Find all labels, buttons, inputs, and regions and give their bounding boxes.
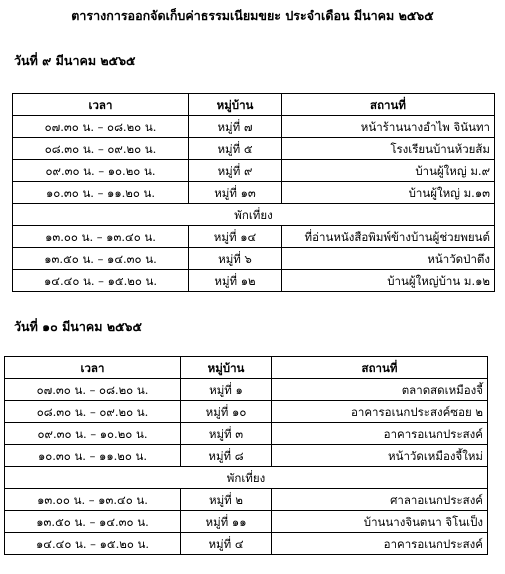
time-cell: ๑๐.๓๐ น. – ๑๑.๒๐ น.	[13, 182, 189, 204]
village-cell: หมู่ที่ ๗	[189, 116, 282, 138]
place-cell: โรงเรียนบ้านห้วยส้ม	[282, 138, 495, 160]
time-cell: ๑๓.๕๐ น. – ๑๔.๓๐ น.	[13, 248, 189, 270]
table-header-row	[5, 357, 488, 379]
village-cell: หมู่ที่ ๑๑	[181, 511, 272, 533]
column-header-place: สถานที่	[282, 94, 495, 116]
column-header-time: เวลา	[13, 94, 189, 116]
table-row	[13, 116, 495, 138]
place-cell: ศาลาอเนกประสงค์	[272, 489, 488, 511]
place-cell: ตลาดสดเหมืองจี้	[272, 379, 488, 401]
table-row	[5, 511, 488, 533]
village-cell: หมู่ที่ ๘	[181, 445, 272, 467]
time-cell: ๐๘.๓๐ น. – ๐๙.๒๐ น.	[5, 401, 181, 423]
table-row	[5, 445, 488, 467]
place-cell: บ้านผู้ใหญ่ ม.๑๓	[282, 182, 495, 204]
place-cell: ที่อ่านหนังสือพิมพ์ข้างบ้านผู้ช่วยพยนต์	[282, 226, 495, 248]
place-cell: บ้านผู้ใหญ่บ้าน ม.๑๒	[282, 270, 495, 292]
time-cell: ๐๗.๓๐ น. – ๐๘.๒๐ น.	[5, 379, 181, 401]
place-cell: อาคารอเนกประสงค์ซอย ๒	[272, 401, 488, 423]
place-cell: อาคารอเนกประสงค์	[272, 423, 488, 445]
village-cell: หมู่ที่ ๑๓	[189, 182, 282, 204]
village-cell: หมู่ที่ ๑๐	[181, 401, 272, 423]
time-cell: ๑๓.๐๐ น. – ๑๓.๔๐ น.	[13, 226, 189, 248]
column-header-place: สถานที่	[272, 357, 488, 379]
lunch-break-label: พักเที่ยง	[13, 204, 495, 226]
village-cell: หมู่ที่ ๒	[181, 489, 272, 511]
lunch-break-label: พักเที่ยง	[5, 467, 488, 489]
time-cell: ๑๓.๕๐ น. – ๑๔.๓๐ น.	[5, 511, 181, 533]
time-cell: ๑๐.๓๐ น. – ๑๑.๒๐ น.	[5, 445, 181, 467]
place-cell: หน้าวัดป่าตึง	[282, 248, 495, 270]
lunch-break-row	[13, 204, 495, 226]
village-cell: หมู่ที่ ๕	[189, 138, 282, 160]
table-row	[5, 423, 488, 445]
village-cell: หมู่ที่ ๖	[189, 248, 282, 270]
table-row	[5, 533, 488, 555]
place-cell: อาคารอเนกประสงค์	[272, 533, 488, 555]
lunch-break-row	[5, 467, 488, 489]
table-row	[5, 379, 488, 401]
table-row	[13, 248, 495, 270]
day-heading: วันที่ ๑๐ มีนาคม ๒๕๖๕	[14, 319, 142, 334]
table-row	[5, 401, 488, 423]
column-header-village: หมู่บ้าน	[189, 94, 282, 116]
village-cell: หมู่ที่ ๙	[189, 160, 282, 182]
table-row	[13, 138, 495, 160]
time-cell: ๑๔.๔๐ น. – ๑๕.๒๐ น.	[5, 533, 181, 555]
time-cell: ๑๓.๐๐ น. – ๑๓.๔๐ น.	[5, 489, 181, 511]
table-row	[13, 270, 495, 292]
schedule-table-day-9	[12, 93, 495, 292]
time-cell: ๐๗.๓๐ น. – ๐๘.๒๐ น.	[13, 116, 189, 138]
place-cell: บ้านนางจินตนา จิโนเป็ง	[272, 511, 488, 533]
schedule-table-day-10	[4, 356, 488, 555]
column-header-village: หมู่บ้าน	[181, 357, 272, 379]
table-row	[5, 489, 488, 511]
page-title: ตารางการออกจัดเก็บค่าธรรมเนียมขยะ ประจำเดือน มีนาคม ๒๕๖๕	[71, 8, 434, 23]
column-header-time: เวลา	[5, 357, 181, 379]
village-cell: หมู่ที่ ๑๒	[189, 270, 282, 292]
table-header-row	[13, 94, 495, 116]
village-cell: หมู่ที่ ๔	[181, 533, 272, 555]
village-cell: หมู่ที่ ๑	[181, 379, 272, 401]
village-cell: หมู่ที่ ๓	[181, 423, 272, 445]
village-cell: หมู่ที่ ๑๔	[189, 226, 282, 248]
table-row	[13, 160, 495, 182]
day-heading: วันที่ ๙ มีนาคม ๒๕๖๕	[14, 53, 136, 68]
place-cell: บ้านผู้ใหญ่ ม.๙	[282, 160, 495, 182]
time-cell: ๑๔.๔๐ น. – ๑๕.๒๐ น.	[13, 270, 189, 292]
place-cell: หน้าร้านนางอำไพ จินันทา	[282, 116, 495, 138]
time-cell: ๐๘.๓๐ น. – ๐๙.๒๐ น.	[13, 138, 189, 160]
table-row	[13, 226, 495, 248]
place-cell: หน้าวัดเหมืองจี้ใหม่	[272, 445, 488, 467]
table-row	[13, 182, 495, 204]
time-cell: ๐๙.๓๐ น. – ๑๐.๒๐ น.	[13, 160, 189, 182]
time-cell: ๐๙.๓๐ น. – ๑๐.๒๐ น.	[5, 423, 181, 445]
